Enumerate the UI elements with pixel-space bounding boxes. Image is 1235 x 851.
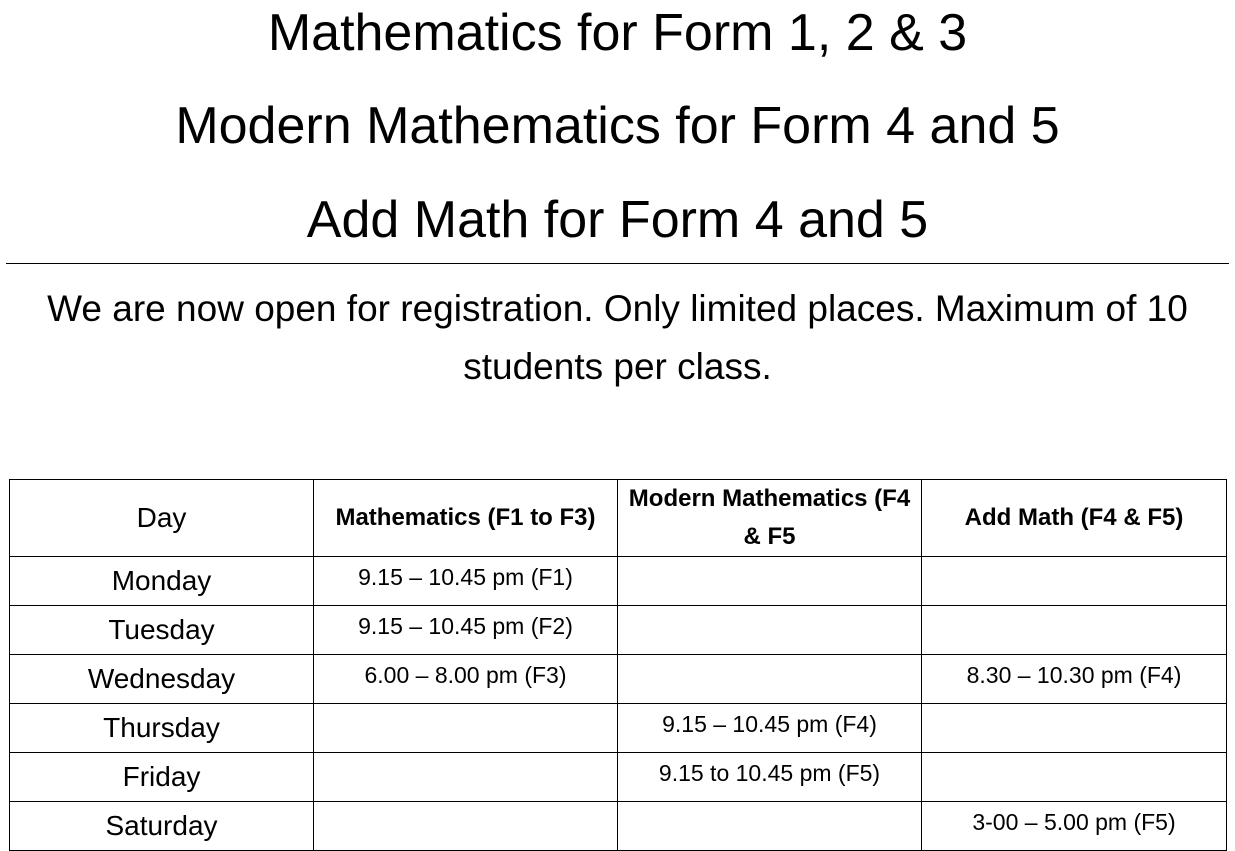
schedule-cell	[922, 557, 1227, 606]
schedule-cell	[618, 557, 922, 606]
class-schedule-table	[9, 479, 1227, 851]
schedule-cell: 8.30 – 10.30 pm (F4)	[922, 655, 1227, 704]
table-row	[10, 606, 1227, 655]
day-cell: Friday	[10, 753, 314, 802]
header-mathematics: Mathematics (F1 to F3)	[314, 480, 618, 557]
title-modern-mathematics: Modern Mathematics for Form 4 and 5	[175, 97, 1060, 155]
schedule-cell: 6.00 – 8.00 pm (F3)	[314, 655, 618, 704]
schedule-cell	[314, 802, 618, 851]
registration-notice: We are now open for registration. Only limited places. Maximum of 10 students per class.	[47, 288, 1188, 387]
day-cell: Wednesday	[10, 655, 314, 704]
header-day: Day	[10, 480, 314, 557]
table-row	[10, 655, 1227, 704]
schedule-cell: 3-00 – 5.00 pm (F5)	[922, 802, 1227, 851]
title-mathematics-form-1-2-3: Mathematics for Form 1, 2 & 3	[267, 4, 968, 62]
schedule-cell: 9.15 to 10.45 pm (F5)	[618, 753, 922, 802]
schedule-cell	[922, 753, 1227, 802]
table-row	[10, 802, 1227, 851]
schedule-cell	[314, 704, 618, 753]
day-cell: Thursday	[10, 704, 314, 753]
schedule-cell: 9.15 – 10.45 pm (F2)	[314, 606, 618, 655]
schedule-cell	[922, 606, 1227, 655]
divider-line	[6, 263, 1229, 264]
table-row	[10, 704, 1227, 753]
schedule-cell: 9.15 – 10.45 pm (F4)	[618, 704, 922, 753]
day-cell: Monday	[10, 557, 314, 606]
table-row	[10, 557, 1227, 606]
schedule-cell	[618, 606, 922, 655]
schedule-cell	[314, 753, 618, 802]
header-modern-mathematics: Modern Mathematics (F4 & F5	[618, 480, 922, 557]
table-header-row	[10, 480, 1227, 557]
schedule-cell: 9.15 – 10.45 pm (F1)	[314, 557, 618, 606]
day-cell: Tuesday	[10, 606, 314, 655]
schedule-cell	[618, 802, 922, 851]
schedule-cell	[618, 655, 922, 704]
schedule-cell	[922, 704, 1227, 753]
header-add-math: Add Math (F4 & F5)	[922, 480, 1227, 557]
title-add-math: Add Math for Form 4 and 5	[306, 191, 929, 249]
day-cell: Saturday	[10, 802, 314, 851]
table-row	[10, 753, 1227, 802]
